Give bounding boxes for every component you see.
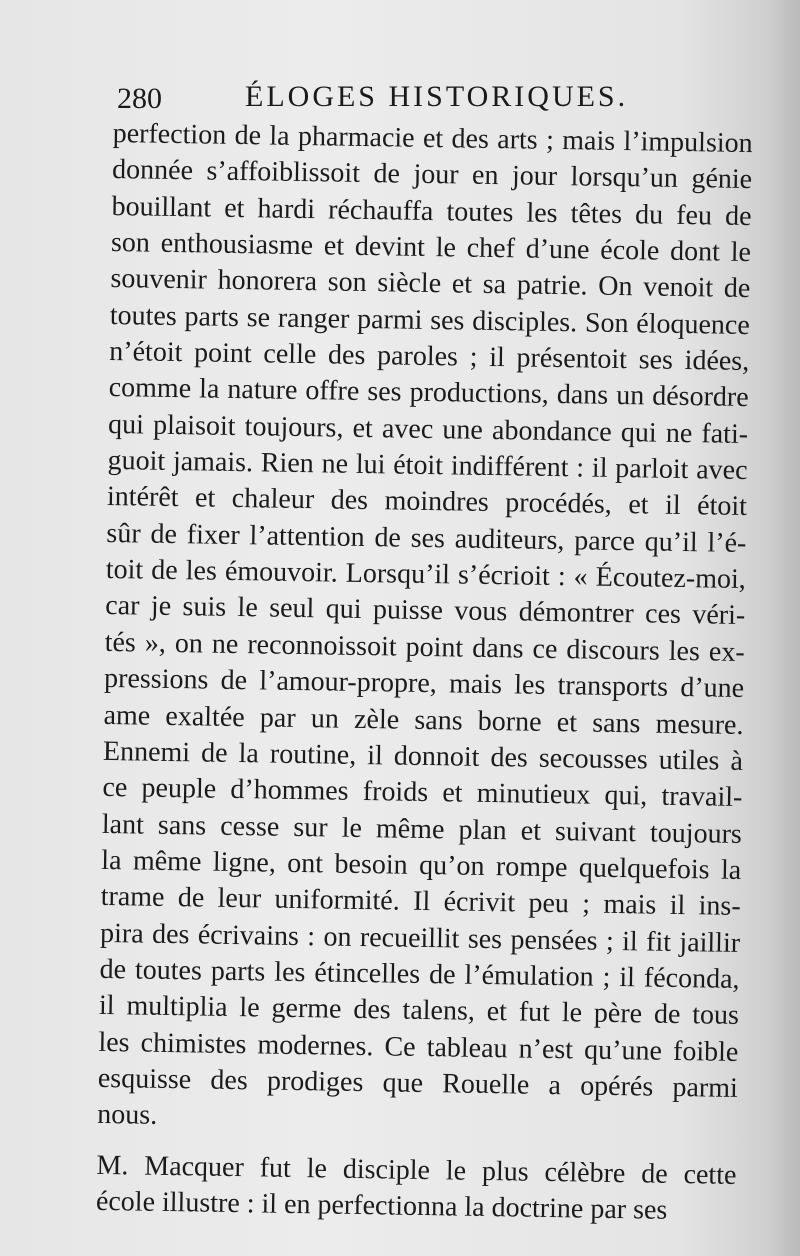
text-line: nous. — [97, 1099, 158, 1132]
page-number: 280 — [117, 82, 162, 115]
body-text — [96, 116, 753, 1230]
text-line: n’étoit point celle des paroles ; il présentoit ses idées, — [109, 336, 750, 378]
text-line: intérêt et chaleur des moindres procédés, et il étoit — [106, 481, 748, 523]
text-line: toit de les émouvoir. Lorsqu’il s’écrioit : « Écoutez-moi, — [105, 554, 747, 596]
paragraph — [96, 1147, 737, 1230]
text-line: sûr de fixer l’attention de ses auditeurs, parce qu’il l’é- — [106, 517, 747, 559]
text-line: car je suis le seul qui puisse vous démontrer ces véri- — [105, 590, 746, 632]
text-line: ame exaltée par un zèle sans borne et sans mesure. — [103, 699, 744, 741]
text-line: toutes parts se ranger parmi ses disciples. Son éloquence — [109, 299, 751, 341]
running-title: ÉLOGES HISTORIQUES. — [245, 80, 629, 113]
text-line: ce peuple d’hommes froids et minutieux qui, travail- — [102, 772, 743, 814]
text-line: pira des écrivains : on recueillit ses pensées ; il fit jaillir — [99, 917, 741, 959]
text-line: comme la nature offre ses productions, dans un désordre — [108, 372, 749, 414]
text-line: qui plaisoit toujours, et avec une abondance qui ne fati- — [107, 408, 749, 450]
text-line: la même ligne, ont besoin qu’on rompe quelquefois la — [101, 844, 742, 886]
page-header — [117, 80, 737, 120]
text-line: esquisse des prodiges que Rouelle a opérés parmi — [97, 1062, 739, 1104]
text-line: son enthousiasme et devint le chef d’une école dont le — [110, 227, 752, 269]
text-line: école illustre : il en perfectionna la doctrine par ses — [95, 1185, 668, 1226]
text-line: trame de leur uniformité. Il écrivit peu ; mais il ins- — [100, 881, 741, 923]
text-line: M. Macquer fut le disciple le plus célèbre de cette — [96, 1149, 737, 1191]
text-line: perfection de la pharmacie et des arts ; mais l’impulsion — [112, 117, 753, 160]
text-line: bouillant et hardi réchauffa toutes les têtes du feu de — [111, 190, 752, 232]
text-line: tés », on ne reconnoissoit point dans ce discours les ex- — [104, 626, 745, 668]
text-line: guoit jamais. Rien ne lui étoit indifférent : il parloit avec — [107, 445, 748, 487]
text-line: donnée s’affoiblissoit de jour en jour lorsqu’un génie — [111, 154, 753, 196]
text-line: souvenir honorera son siècle et sa patrie. On venoit de — [110, 263, 751, 305]
text-line: les chimistes modernes. Ce tableau n’est qu’une foible — [98, 1026, 739, 1068]
text-line: Ennemi de la routine, il donnoit des secousses utiles à — [102, 735, 744, 777]
paragraph — [97, 116, 753, 1144]
text-line: de toutes parts les étincelles de l’émulation ; il féconda, — [99, 953, 740, 995]
text-line: pressions de l’amour-propre, mais les transports d’une — [103, 663, 745, 705]
text-line: il multiplia le germe des talens, et fut le père de tous — [98, 990, 740, 1032]
text-line: lant sans cesse sur le même plan et suivant toujours — [101, 808, 743, 850]
